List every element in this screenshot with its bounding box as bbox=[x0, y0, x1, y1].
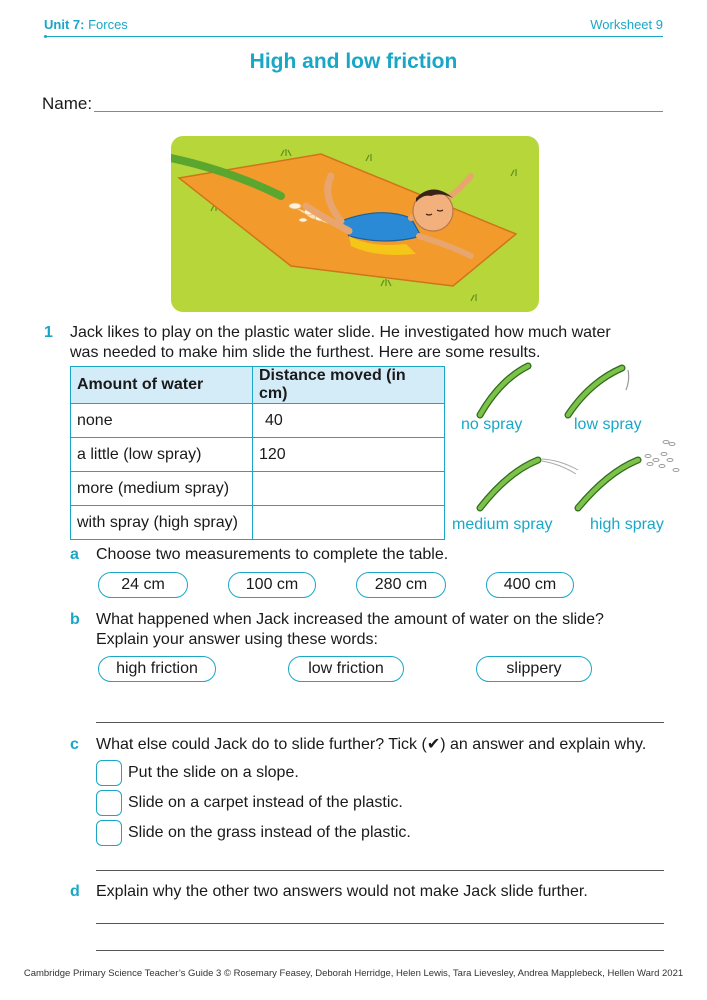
results-table bbox=[70, 366, 445, 540]
table-header-row bbox=[71, 367, 445, 404]
option-100cm[interactable]: 100 cm bbox=[228, 572, 316, 598]
part-d-letter: d bbox=[70, 883, 80, 900]
label-medium-spray: medium spray bbox=[452, 516, 553, 533]
word-low-friction: low friction bbox=[288, 656, 404, 682]
name-label: Name: bbox=[42, 94, 93, 113]
label-high-spray: high spray bbox=[590, 516, 664, 533]
footer-copyright: Cambridge Primary Science Teacher’s Guide 3 © Rosemary Feasey, Deborah Herridge, Helen Lewis, Tara Lievesley, Andrea Mapplebeck, Hellen Ward 2021 bbox=[23, 968, 684, 979]
option-carpet: Slide on a carpet instead of the plastic. bbox=[128, 794, 403, 811]
tick-box-grass[interactable] bbox=[96, 820, 122, 846]
label-no-spray: no spray bbox=[461, 416, 523, 433]
question-number: 1 bbox=[44, 324, 53, 341]
hose-diagrams bbox=[450, 360, 680, 535]
option-24cm[interactable]: 24 cm bbox=[98, 572, 188, 598]
part-d-text: Explain why the other two answers would not make Jack slide further. bbox=[96, 883, 588, 900]
table-row bbox=[71, 472, 445, 506]
table-row bbox=[71, 438, 445, 472]
answer-line-d2[interactable] bbox=[96, 950, 664, 951]
table-cell-distance: 120 bbox=[253, 438, 445, 472]
table-cell-distance-input[interactable] bbox=[253, 506, 445, 540]
water-slide-illustration bbox=[171, 136, 539, 312]
option-400cm[interactable]: 400 cm bbox=[486, 572, 574, 598]
answer-line-c[interactable] bbox=[96, 870, 664, 871]
table-cell-amount: none bbox=[71, 404, 253, 438]
table-cell-distance: 40 bbox=[253, 404, 445, 438]
table-row bbox=[71, 404, 445, 438]
question-text-line1: Jack likes to play on the plastic water slide. He investigated how much water bbox=[70, 324, 611, 341]
answer-line-d1[interactable] bbox=[96, 923, 664, 924]
table-cell-amount: a little (low spray) bbox=[71, 438, 253, 472]
word-high-friction: high friction bbox=[98, 656, 216, 682]
part-a-letter: a bbox=[70, 546, 79, 563]
table-row bbox=[71, 506, 445, 540]
part-c-letter: c bbox=[70, 736, 79, 753]
label-low-spray: low spray bbox=[574, 416, 642, 433]
option-grass: Slide on the grass instead of the plastic. bbox=[128, 824, 411, 841]
question-text-line2: was needed to make him slide the furthest. Here are some results. bbox=[70, 344, 541, 361]
option-280cm[interactable]: 280 cm bbox=[356, 572, 446, 598]
table-cell-amount: more (medium spray) bbox=[71, 472, 253, 506]
worksheet-label: Worksheet 9 bbox=[590, 17, 663, 32]
part-c-text: What else could Jack do to slide further? Tick (✔) an answer and explain why. bbox=[96, 736, 647, 753]
hose-no-spray-icon bbox=[480, 366, 528, 415]
header-divider bbox=[44, 36, 663, 37]
tick-box-slope[interactable] bbox=[96, 760, 122, 786]
table-header-amount: Amount of water bbox=[71, 367, 253, 404]
table-cell-distance-input[interactable] bbox=[253, 472, 445, 506]
option-slope: Put the slide on a slope. bbox=[128, 764, 299, 781]
name-field[interactable] bbox=[94, 111, 663, 112]
page-header bbox=[44, 14, 663, 36]
word-slippery: slippery bbox=[476, 656, 592, 682]
table-cell-amount: with spray (high spray) bbox=[71, 506, 253, 540]
unit-label: Unit 7: Forces bbox=[44, 17, 128, 32]
part-b-text-line2: Explain your answer using these words: bbox=[96, 631, 378, 648]
answer-line-b[interactable] bbox=[96, 722, 664, 723]
water-slide-drawing bbox=[171, 136, 539, 312]
table-header-distance: Distance moved (in cm) bbox=[253, 367, 445, 404]
tick-box-carpet[interactable] bbox=[96, 790, 122, 816]
part-b-letter: b bbox=[70, 611, 80, 628]
hose-low-spray-icon bbox=[568, 368, 622, 415]
part-b-text-line1: What happened when Jack increased the amount of water on the slide? bbox=[96, 611, 604, 628]
part-a-text: Choose two measurements to complete the table. bbox=[96, 546, 449, 563]
page-title: High and low friction bbox=[249, 50, 458, 73]
